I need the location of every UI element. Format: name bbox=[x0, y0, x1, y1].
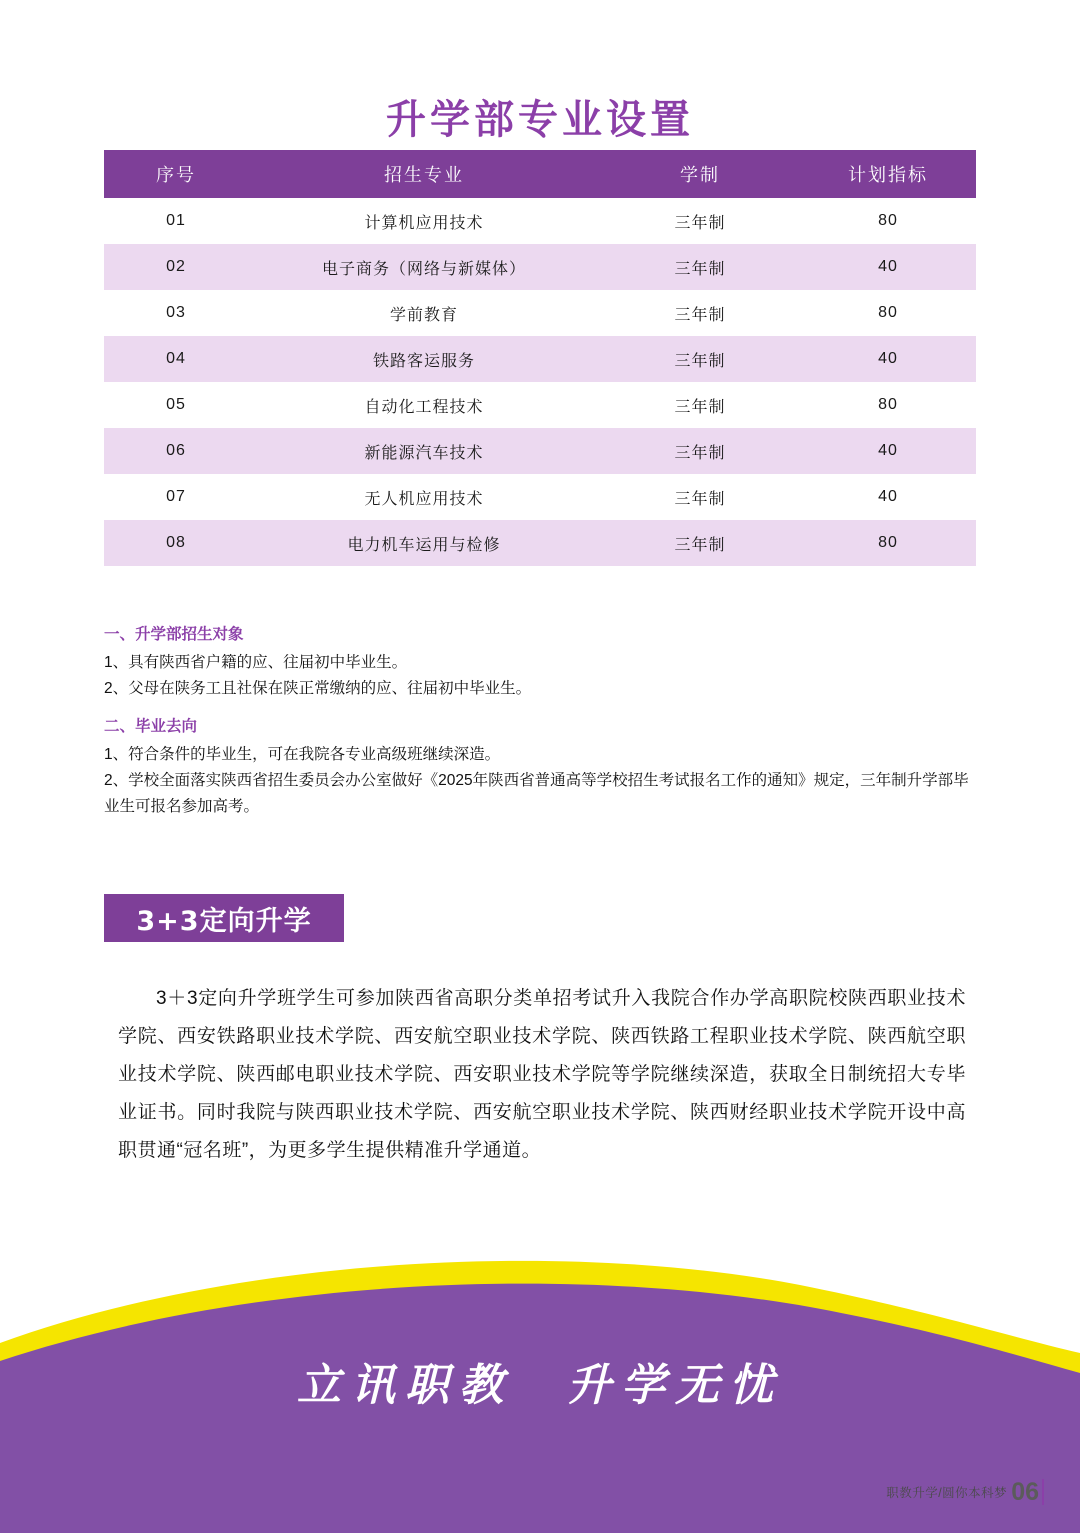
cell-major: 自动化工程技术 bbox=[248, 382, 600, 428]
notes-item-1-1: 1、具有陕西省户籍的应、往届初中毕业生。 bbox=[104, 654, 408, 671]
footer-slogan: 立讯职教 升学无忧 bbox=[297, 1360, 783, 1411]
cell-major: 学前教育 bbox=[248, 290, 600, 336]
cell-plan: 40 bbox=[800, 244, 976, 290]
cell-major: 电力机车运用与检修 bbox=[248, 520, 600, 566]
notes-item-2-1: 1、符合条件的毕业生，可在我院各专业高级班继续深造。 bbox=[104, 746, 501, 763]
page-title: 升学部专业设置 bbox=[386, 97, 694, 143]
cell-length: 三年制 bbox=[600, 382, 800, 428]
table-row bbox=[104, 290, 976, 336]
cell-no: 06 bbox=[104, 428, 248, 474]
page-number-bar bbox=[1042, 1479, 1044, 1505]
section-body-paragraph: 3＋3定向升学班学生可参加陕西省高职分类单招考试升入我院合作办学高职院校陕西职业技术学院、西安铁路职业技术学院、西安航空职业技术学院、陕西铁路工程职业技术学院、陕西航空职业技术学院、陕西邮电职业技术学院、西安职业技术学院等学院继续深造，获取全日制统招大专毕业证书。同时我院与陕西职业技术学院、西安航空职业技术学院、陕西财经职业技术学院开设中高职贯通“冠名班”，为更多学生提供精准升学通道。 bbox=[118, 988, 966, 1161]
cell-no: 01 bbox=[104, 198, 248, 244]
page-number: 06 bbox=[1011, 1478, 1039, 1506]
cell-length: 三年制 bbox=[600, 520, 800, 566]
cell-no: 04 bbox=[104, 336, 248, 382]
cell-length: 三年制 bbox=[600, 198, 800, 244]
table-header-major: 招生专业 bbox=[248, 150, 600, 198]
table-row bbox=[104, 198, 976, 244]
cell-no: 02 bbox=[104, 244, 248, 290]
cell-length: 三年制 bbox=[600, 428, 800, 474]
cell-length: 三年制 bbox=[600, 474, 800, 520]
cell-plan: 40 bbox=[800, 336, 976, 382]
cell-plan: 80 bbox=[800, 382, 976, 428]
cell-no: 03 bbox=[104, 290, 248, 336]
notes-heading-graduation: 二、毕业去向 bbox=[104, 718, 198, 735]
notes-item-2-2: 2、学校全面落实陕西省招生委员会办公室做好《2025年陕西省普通高等学校招生考试报名工作的通知》规定，三年制升学部毕业生可报名参加高考。 bbox=[104, 772, 969, 815]
table-row bbox=[104, 336, 976, 382]
footer-note: 职教升学/圆你本科梦 bbox=[886, 1486, 1008, 1500]
table-header-length: 学制 bbox=[600, 150, 800, 198]
cell-major: 无人机应用技术 bbox=[248, 474, 600, 520]
table-header-plan: 计划指标 bbox=[800, 150, 976, 198]
section-tag-3plus3: 3+3定向升学 bbox=[104, 894, 344, 942]
cell-major: 计算机应用技术 bbox=[248, 198, 600, 244]
notes-heading-admission: 一、升学部招生对象 bbox=[104, 626, 244, 643]
page-number-block bbox=[886, 1479, 1044, 1505]
cell-length: 三年制 bbox=[600, 244, 800, 290]
cell-length: 三年制 bbox=[600, 336, 800, 382]
cell-plan: 40 bbox=[800, 428, 976, 474]
cell-plan: 80 bbox=[800, 290, 976, 336]
cell-major: 新能源汽车技术 bbox=[248, 428, 600, 474]
table-row bbox=[104, 382, 976, 428]
table-header-no: 序号 bbox=[104, 150, 248, 198]
notes-item-1-2: 2、父母在陕务工且社保在陕正常缴纳的应、往届初中毕业生。 bbox=[104, 680, 532, 697]
table-row bbox=[104, 520, 976, 566]
cell-major: 铁路客运服务 bbox=[248, 336, 600, 382]
cell-no: 05 bbox=[104, 382, 248, 428]
table-row bbox=[104, 428, 976, 474]
notes-block bbox=[104, 618, 984, 820]
cell-no: 07 bbox=[104, 474, 248, 520]
cell-length: 三年制 bbox=[600, 290, 800, 336]
table-row bbox=[104, 244, 976, 290]
major-table bbox=[104, 150, 976, 566]
cell-major: 电子商务（网络与新媒体） bbox=[248, 244, 600, 290]
cell-no: 08 bbox=[104, 520, 248, 566]
table-header-row bbox=[104, 150, 976, 198]
cell-plan: 40 bbox=[800, 474, 976, 520]
cell-plan: 80 bbox=[800, 520, 976, 566]
cell-plan: 80 bbox=[800, 198, 976, 244]
table-row bbox=[104, 474, 976, 520]
